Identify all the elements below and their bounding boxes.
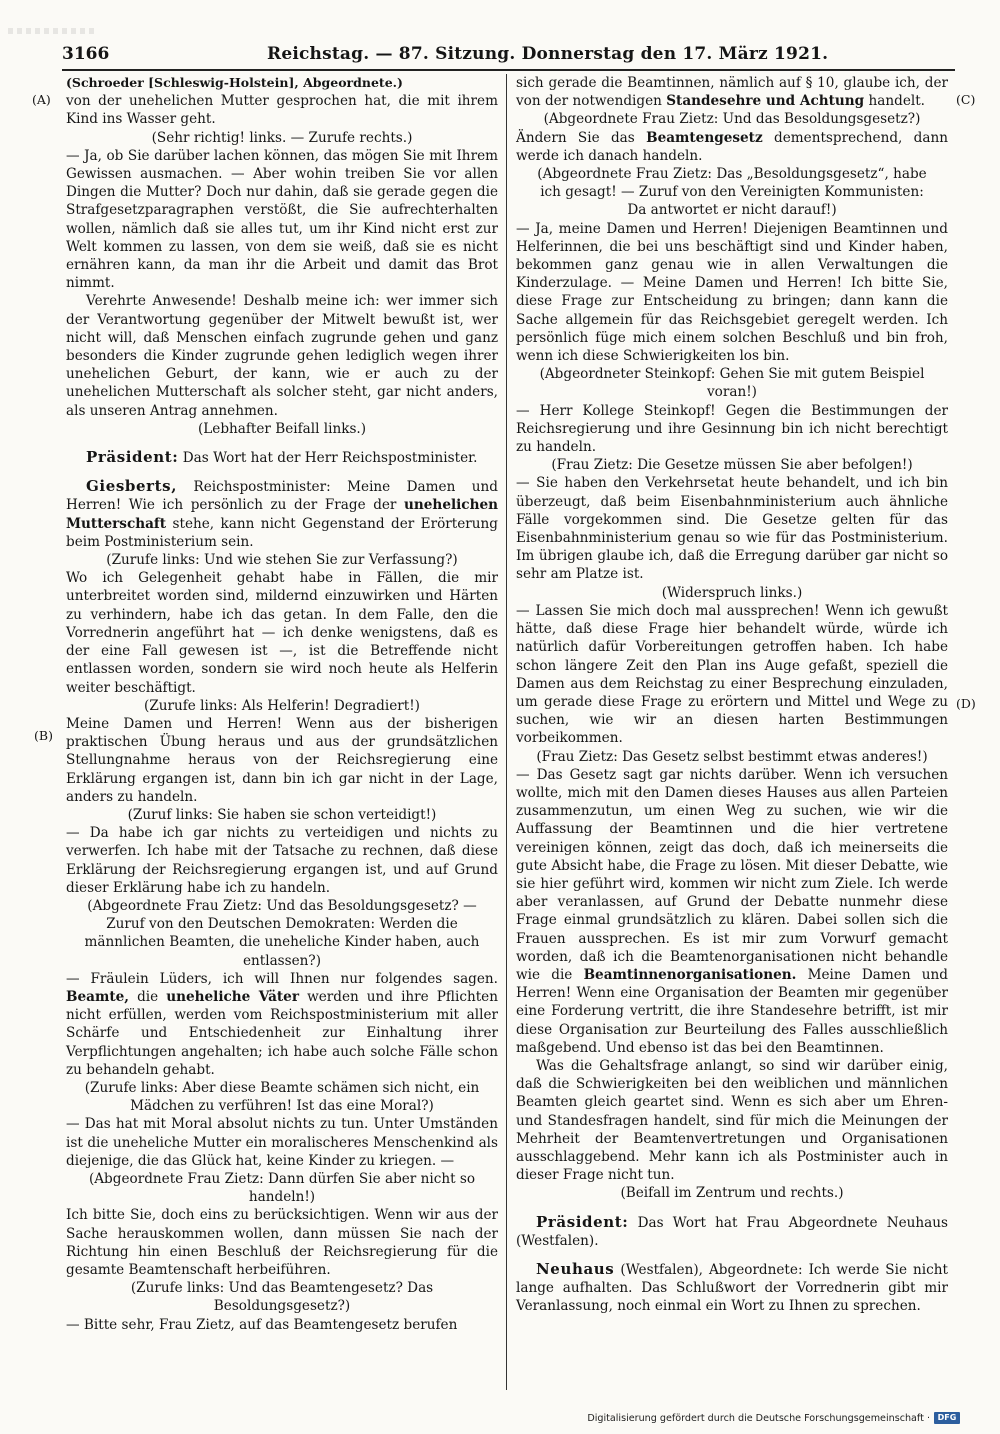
paragraph: — Sie haben den Verkehrsetat heute behandelt, und ich bin überzeugt, daß beim Eisenbahnministerium auch ähnliche Fälle vorgekommen sind. Die Gesetze gelten für das Eisenbahnministerium genau so wie für das Postministerium. Im übrigen glaube ich, daß die Erregung darüber gar nicht so sehr am Platze ist. (516, 475, 948, 583)
paragraph: Was die Gehaltsfrage anlangt, so sind wir darüber einig, daß die Schwierigkeiten bei den weiblichen und männlichen Beamten gleich geartet sind. Wenn es sich aber um Ehren- und Standesfragen handelt, sind für mich die Meinungen der Mehrheit der Beamtenvertretungen und Organisationen ausschlaggebend. Mehr kann ich als Postminister auch in dieser Frage nicht tun. (516, 1057, 948, 1184)
column-divider (506, 74, 507, 1390)
right-column (516, 74, 948, 1316)
speech-paragraph (516, 1213, 948, 1250)
interjection: (Abgeordnete Frau Zietz: Und das Besoldungsgesetz?) (543, 111, 921, 128)
emphasis: Beamte, (66, 988, 129, 1005)
paragraph: von der unehelichen Mutter gesprochen hat, die mit ihrem Kind ins Wasser geht. (66, 93, 498, 128)
paragraph (516, 766, 948, 1057)
paragraph: Wo ich Gelegenheit gehabt habe in Fällen, die mir unterbreitet worden sind, mildernd einzuwirken und Härten zu verhindern, habe ich das getan. In dem Falle, den die Vorrednerin angeführt hat — ich denke wenigstens, daß es der eine Fall gewesen ist —, ist die Betreffende nicht entlassen worden, sondern sie wird noch heute als Helferin weiter beschäftigt. (66, 570, 498, 696)
interjection: (Widerspruch links.) (661, 584, 803, 601)
speech-text: werden und ihre Pflichten nicht erfüllen, werden vom Reichspostministerium mit aller Schärfe und Entschiedenheit zur Einhaltung ihrer Verpflichtungen angehalten; ich habe auch solche Fälle schon zu behandeln gehabt. (66, 988, 498, 1078)
interjection: (Abgeordnete Frau Zietz: Dann dürfen Sie aber nicht so handeln!) (88, 1170, 476, 1206)
interjection: (Lebhafter Beifall links.) (197, 420, 367, 437)
speaker-name: Präsident: (536, 1212, 629, 1231)
speech-text: — Fräulein Lüders, ich will Ihnen nur folgendes sagen. (66, 970, 498, 987)
speech-text: dementsprechend, dann werde ich danach handeln. (516, 129, 948, 164)
speaker-name: Neuhaus (536, 1260, 615, 1278)
emphasis: Standesehre und Achtung (666, 93, 865, 110)
interjection: (Zurufe links: Als Helferin! Degradiert!) (144, 697, 420, 714)
paragraph (66, 970, 498, 1079)
emphasis: Beamtinnenorganisationen. (583, 966, 797, 983)
paragraph: — Herr Kollege Steinkopf! Gegen die Bestimmungen der Reichsregierung und ihre Gesinnung bin ich nicht berechtigt zu handeln. (516, 402, 948, 456)
speech-paragraph (66, 448, 498, 467)
paragraph: — Bitte sehr, Frau Zietz, auf das Beamtengesetz berufen (66, 1316, 458, 1333)
paragraph (516, 74, 948, 110)
emphasis: Beamtengesetz (646, 129, 763, 146)
interjection: (Zuruf links: Sie haben sie schon verteidigt!) (127, 806, 437, 823)
paragraph: Meine Damen und Herren! Wenn aus der bisherigen praktischen Übung heraus und aus der grundsätzlichen Stellungnahme heraus von der Reichsregierung eine Erklärung ergangen ist, dann bin ich gar nicht in der Lage, anders zu handeln. (66, 715, 498, 805)
margin-mark-c: (C) (956, 92, 976, 107)
margin-mark-a: (A) (32, 92, 51, 107)
speech-text: sich gerade die Beamtinnen, nämlich auf § 10, glaube ich, der von der notwendigen (516, 75, 948, 110)
interjection: (Frau Zietz: Das Gesetz selbst bestimmt etwas anderes!) (536, 748, 928, 765)
speaker-continuation-label: (Schroeder [Schleswig-Holstein], Abgeordnete.) (66, 75, 403, 90)
interjection: (Frau Zietz: Die Gesetze müssen Sie aber befolgen!) (551, 457, 913, 474)
speech-text: Ändern Sie das (516, 129, 635, 146)
speech-paragraph (516, 1260, 948, 1316)
interjection: (Beifall im Zentrum und rechts.) (620, 1185, 844, 1202)
speech-text: die (137, 988, 159, 1005)
paragraph: — Das hat mit Moral absolut nichts zu tun. Unter Umständen ist die uneheliche Mutter ein moralischeres Menschenkind als diejenige, die das Glück hat, keine Kinder zu kriegen. — (66, 1116, 498, 1169)
paragraph: Verehrte Anwesende! Deshalb meine ich: wer immer sich der Verantwortung gegenüber der Mitwelt bewußt ist, wer nicht will, daß Menschen einfach zugrunde gehen und ganz besonders die Kinder zugrunde gehen lediglich wegen ihrer unehelichen Geburt, der kann, wie er auch zu der unehelichen Mutterschaft als solcher steht, gar nicht anders, als unseren Antrag annehmen. (66, 293, 498, 419)
interjection: (Abgeordnete Frau Zietz: Das „Besoldungsgesetz“, habe ich gesagt! — Zuruf von den Vereinigten Kommunisten: Da antwortet er nicht darauf!) (537, 166, 927, 219)
interjection: (Abgeordneter Steinkopf: Gehen Sie mit gutem Beispiel voran!) (539, 366, 925, 401)
paragraph (516, 129, 948, 165)
header-rule (62, 69, 955, 71)
digitization-footer (587, 1412, 960, 1424)
speech-text: (Westfalen), Abgeordnete: Ich werde Sie nicht lange aufhalten. Das Schlußwort der Vorrednerin gibt mir Veranlassung, noch einmal ein Wort zu Ihnen zu sprechen. (516, 1262, 948, 1315)
paragraph: — Ja, ob Sie darüber lachen können, das mögen Sie mit Ihrem Gewissen ausmachen. — Aber wohin treiben Sie vor allen Dingen die Mutter? Doch nur dahin, daß sie gerade gegen die Strafgesetzparagraphen verstößt, die Sie aufrechterhalten wollen, nämlich daß sie alles tut, um ihr Kind nicht erst zur Welt kommen zu lassen, von dem sie weiß, daß sie es nicht ernähren kann, da man ihr die Arbeit und damit das Brot nimmt. (66, 147, 498, 292)
interjection: (Zurufe links: Und wie stehen Sie zur Verfassung?) (106, 552, 458, 569)
emphasis: uneheliche Väter (166, 988, 299, 1005)
speech-paragraph (66, 477, 498, 551)
speech-text: Meine Damen und Herren! Wenn eine Organisation der Beamten mir gegenüber eine Forderung vertritt, die ihre Standesehre betrifft, ist mir diese Organisation zur Beurteilung des Falles ausschließlich maßgebend. Und ebenso ist das bei den Beamtinnen. (516, 966, 948, 1056)
library-stamp-mark (8, 28, 98, 34)
paragraph: — Ja, meine Damen und Herren! Diejenigen Beamtinnen und Helferinnen, die bei uns beschäftigt sind und Kinder haben, bekommen ganz genau wie in allen Verwaltungen die Kinderzulage. — Meine Damen und Herren! Ich bitte Sie, diese Frage zur Entscheidung zu bringen; dann kann die Sache allgemein für das Reichsgebiet geregelt werden. Ich persönlich füge mich einem solchen Beschluß und bin froh, wenn ich diese Schwierigkeiten los bin. (516, 220, 948, 365)
interjection: (Zurufe links: Aber diese Beamte schämen sich nicht, ein Mädchen zu verführen! Ist das eine Moral?) (84, 1079, 480, 1115)
emphasis: unehelichen Mutterschaft (66, 497, 498, 532)
page-number: 3166 (62, 44, 110, 64)
interjection: (Zurufe links: Und das Beamtengesetz? Das Besoldungsgesetz?) (130, 1280, 434, 1315)
dfg-logo: DFG (934, 1412, 960, 1424)
speech-text: — Das Gesetz sagt gar nichts darüber. Wenn ich versuchen wollte, mich mit den Damen dieses Hauses aus allen Parteien zusammenzutun, um einen Weg zu suchen, wie wir die Auffassung der Beamtinnen und die hier vertretene vereinigen können, zeigt das doch, daß ich meinerseits die gute Absicht habe, die Frage zu lösen. Mit dieser Debatte, wie sie hier geführt wird, kommen wir nicht zum Ziele. Ich werde aber veranlassen, auf Grund der Debatte nunmehr diese Frage einmal grundsätzlich zu klären. Dabei sollen sich die Frauen aussprechen. Es ist mir zum Vorwurf gemacht worden, daß ich die Beamtenorganisationen nicht behandle wie die (516, 766, 948, 983)
paragraph: — Lassen Sie mich doch mal aussprechen! Wenn ich gewußt hätte, daß diese Frage hier behandelt würde, würde ich natürlich dafür Vorbereitungen getroffen haben. Ich habe schon längere Zeit den Plan ins Auge gefaßt, speziell die Damen aus dem Reichstag zu einer Besprechung einzuladen, um gerade diese Frage zu erörtern und Mittel und Wege zu suchen, wie wir an diesen harten Bestimmungen vorbeikommen. (516, 602, 948, 747)
page-header (62, 44, 955, 70)
speech-text: Reichspostminister: Meine Damen und Herren! Wie ich persönlich zu der Frage der (66, 479, 498, 514)
margin-mark-b: (B) (34, 728, 53, 743)
speaker-name: Giesberts, (86, 477, 178, 496)
paragraph: Ich bitte Sie, doch eins zu berücksichtigen. Wenn wir aus der Sache herauskommen wollen, dann müssen Sie nach der Richtung hin einen Beschluß der Reichsregierung für die gesamte Beamtenschaft herbeiführen. (66, 1207, 498, 1278)
left-column (66, 74, 498, 1334)
interjection: (Abgeordnete Frau Zietz: Und das Besoldungsgesetz? — Zuruf von den Deutschen Demokraten: Werden die männlichen Beamten, die uneheliche Kinder haben, auch entlassen?) (84, 897, 480, 969)
running-title: Reichstag. — 87. Sitzung. Donnerstag den 17. März 1921. (267, 44, 829, 64)
paragraph: — Da habe ich gar nichts zu verteidigen und nichts zu verwerfen. Ich habe mit der Tatsache zu rechnen, daß diese Erklärung der Reichsregierung ergangen ist, und auf Grund dieser Erklärung habe ich zu handeln. (66, 825, 498, 896)
margin-mark-d: (D) (956, 696, 976, 711)
speech-text: stehe, kann nicht Gegenstand der Erörterung beim Postministerium sein. (66, 515, 498, 550)
speech-text: Das Wort hat der Herr Reichspostminister. (182, 450, 478, 467)
speaker-name: Präsident: (86, 448, 179, 467)
footer-text: Digitalisierung gefördert durch die Deutsche Forschungsgemeinschaft · (587, 1412, 930, 1424)
speech-text: Das Wort hat Frau Abgeordnete Neuhaus (Westfalen). (516, 1214, 948, 1249)
interjection: (Sehr richtig! links. — Zurufe rechts.) (151, 129, 413, 146)
speech-text: handelt. (868, 93, 925, 110)
